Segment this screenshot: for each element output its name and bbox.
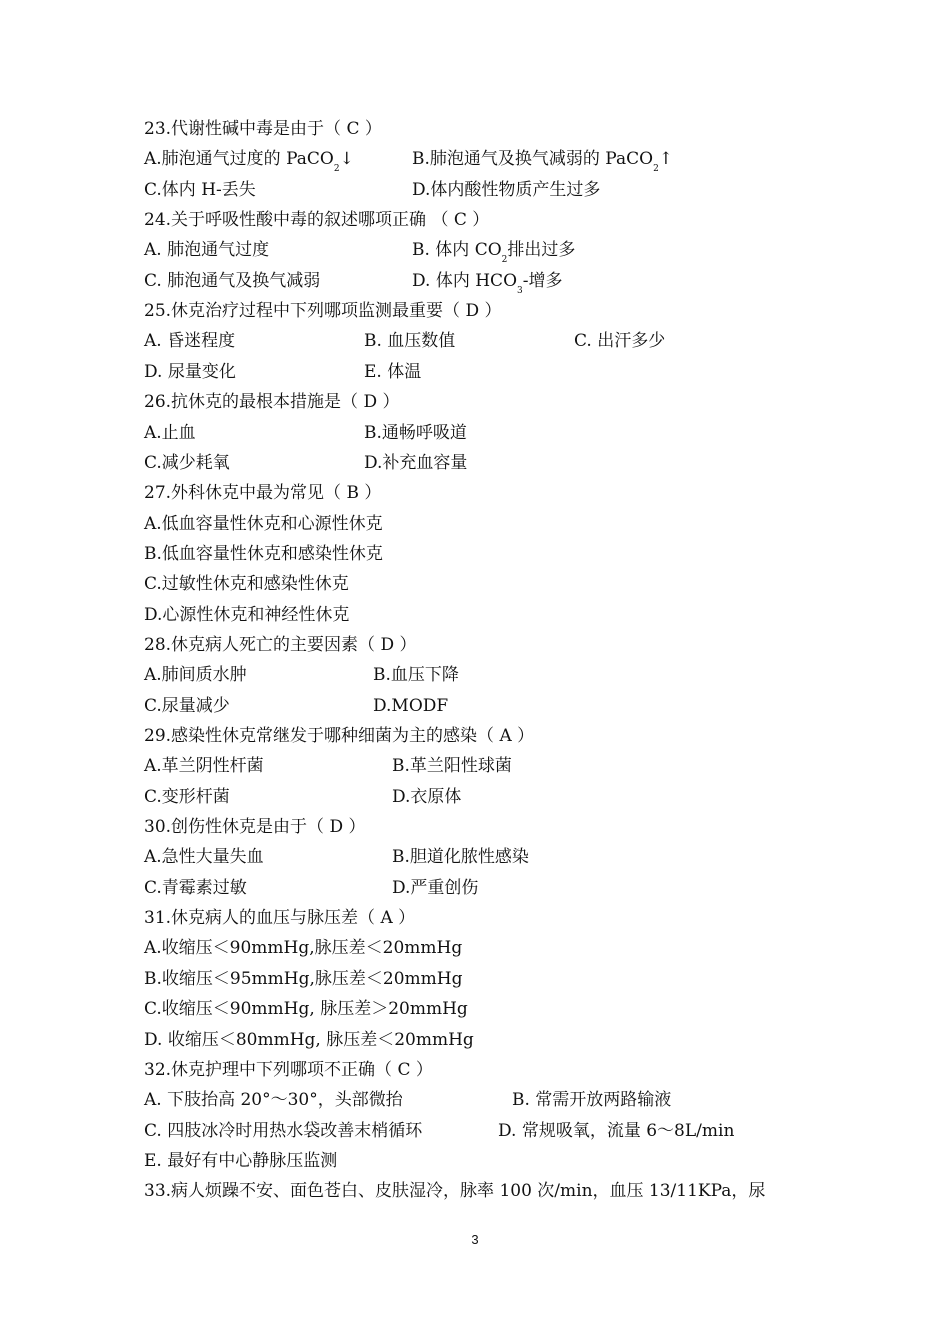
subscript: 2	[653, 164, 659, 175]
option-text: D. 体内 HCO	[412, 270, 518, 291]
question-stem: 32.休克护理中下列哪项不正确（ C ）	[144, 1059, 433, 1080]
question-stem: 31.休克病人的血压与脉压差（ A ）	[144, 908, 416, 929]
option-text: A.肺泡通气过度的 PaCO	[144, 149, 334, 170]
subscript: 2	[501, 255, 508, 266]
option-a: D.心源性休克和神经性休克	[144, 604, 350, 625]
option-b: E. 体温	[364, 361, 422, 382]
option-text: B. 体内 CO	[412, 240, 502, 261]
option-a: A. 下肢抬高 20°～30°，头部微抬	[144, 1090, 403, 1111]
option-b	[412, 144, 673, 174]
option-a: C.收缩压＜90mmHg, 脉压差＞20mmHg	[144, 999, 468, 1020]
option-a: A.肺间质水肿	[144, 665, 247, 686]
option-a: B.收缩压＜95mmHg,脉压差＜20mmHg	[144, 968, 463, 989]
option-b	[412, 235, 575, 265]
option-b: D.衣原体	[392, 786, 462, 807]
option-a: C. 肺泡通气及换气减弱	[144, 270, 321, 291]
option-a: E. 最好有中心静脉压监测	[144, 1150, 338, 1171]
question-stem: 24.关于呼吸性酸中毒的叙述哪项正确 （ C ）	[144, 210, 490, 231]
option-b: D. 常规吸氧，流量 6～8L/min	[498, 1120, 735, 1141]
question-stem: 29.感染性休克常继发于哪种细菌为主的感染（ A ）	[144, 726, 535, 746]
subscript: 3	[517, 285, 523, 296]
option-b: B. 血压数值	[364, 331, 456, 352]
option-a: C.变形杆菌	[144, 786, 230, 807]
question-stem: 23.代谢性碱中毒是由于（ C ）	[144, 119, 382, 139]
question-stem: 28.休克病人死亡的主要因素（ D ）	[144, 634, 417, 655]
option-a: C.体内 H-丢失	[144, 179, 256, 200]
option-text-suffix: ↓	[339, 149, 354, 170]
option-a: A.收缩压＜90mmHg,脉压差＜20mmHg	[144, 938, 463, 959]
option-b	[412, 266, 563, 296]
option-text-suffix: -增多	[522, 270, 563, 291]
option-a: C.青霉素过敏	[144, 877, 247, 898]
option-a: A.急性大量失血	[144, 847, 264, 868]
option-a: B.低血容量性休克和感染性休克	[144, 543, 383, 564]
question-stem: 33.病人烦躁不安、面色苍白、皮肤湿冷，脉率 100 次/min，血压 13/11KPa，尿	[144, 1181, 766, 1202]
option-text: B.肺泡通气及换气减弱的 PaCO	[412, 149, 654, 170]
option-a: A. 昏迷程度	[144, 331, 236, 352]
option-text-suffix: 排出过多	[507, 240, 576, 261]
question-stem: 25.休克治疗过程中下列哪项监测最重要（ D ）	[144, 301, 502, 322]
option-a: D. 尿量变化	[144, 361, 236, 382]
question-stem: 26.抗休克的最根本措施是（ D ）	[144, 392, 400, 413]
option-a: C.过敏性休克和感染性休克	[144, 574, 349, 595]
option-a: C. 四肢冰冷时用热水袋改善末梢循环	[144, 1120, 423, 1141]
option-b: B.胆道化脓性感染	[392, 847, 529, 868]
option-text-suffix: ↑	[658, 149, 674, 170]
option-b: B.通畅呼吸道	[364, 422, 467, 443]
option-b: D.严重创伤	[392, 877, 479, 898]
question-stem: 27.外科休克中最为常见（ B ）	[144, 483, 382, 504]
option-a: A. 肺泡通气过度	[144, 240, 270, 261]
option-a: C.减少耗氧	[144, 452, 230, 473]
question-stem: 30.创伤性休克是由于（ D ）	[144, 817, 366, 838]
subscript: 2	[333, 164, 340, 175]
option-b: D.体内酸性物质产生过多	[412, 179, 601, 200]
option-b: B. 常需开放两路输液	[512, 1090, 672, 1111]
option-a: D. 收缩压＜80mmHg, 脉压差＜20mmHg	[144, 1029, 474, 1050]
option-b: B.血压下降	[373, 665, 459, 686]
option-a: C.尿量减少	[144, 695, 230, 716]
option-a: A.低血容量性休克和心源性休克	[144, 513, 383, 534]
option-b: D.MODF	[373, 695, 449, 716]
option-b: B.革兰阳性球菌	[392, 756, 512, 777]
option-c: C. 出汗多少	[574, 331, 666, 352]
option-a	[144, 144, 354, 174]
option-a: A.革兰阴性杆菌	[144, 756, 264, 777]
page-number: 3	[471, 1232, 479, 1247]
option-a: A.止血	[144, 422, 196, 443]
option-b: D.补充血容量	[364, 452, 468, 473]
